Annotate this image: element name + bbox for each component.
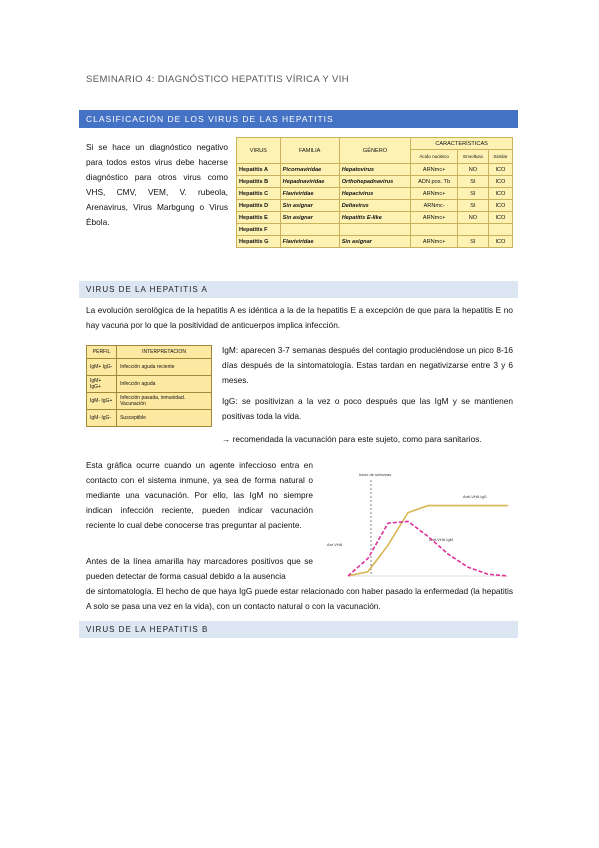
chart-igm-label: Anti-VHA IgM (429, 537, 454, 542)
table-row (87, 376, 212, 393)
page-header: SEMINARIO 4: DIAGNÓSTICO HEPATITIS VÍRICA Y VIH (86, 74, 350, 85)
col-interpretacion: INTERPRETACION (117, 346, 212, 359)
cell-perfil: IgM+ IgG- (87, 359, 117, 376)
table-row (237, 200, 513, 212)
table-row (237, 164, 513, 176)
table-row (87, 393, 212, 410)
cell-familia: Sin asignar (280, 212, 339, 224)
cell-similar: ICO (488, 212, 512, 224)
subcol-acido: Ácido nucleico (411, 150, 458, 164)
cell-acido: ARNmc+ (411, 188, 458, 200)
cell-envoltura: SI (457, 188, 488, 200)
cell-similar: ICO (488, 236, 512, 248)
cell-similar (488, 224, 512, 236)
cell-acido: ARNmc+ (411, 236, 458, 248)
virus-classification-table (236, 137, 513, 248)
cell-virus: Hepatitis B (237, 176, 281, 188)
cell-genero: Hepatovirus (339, 164, 411, 176)
table-row (237, 212, 513, 224)
chart-inicio-label: Inicio de síntomas (359, 472, 392, 477)
cell-genero: Hepacivirus (339, 188, 411, 200)
series-line-igg (348, 506, 508, 576)
amarilla-paragraph: Antes de la línea amarilla hay marcadores positivos que se pueden detectar de forma casual debido a la ausencia (86, 556, 313, 581)
cell-acido: ADN pos. Tb (411, 176, 458, 188)
cell-genero: Orthohepadnavirus (339, 176, 411, 188)
cell-similar: ICO (488, 176, 512, 188)
grafica-paragraph: Esta gráfica ocurre cuando un agente infeccioso entra en contacto con el sistema inmune, ya sea de forma natural o mediante una vacunación. Por ello, las IgM no siempre indican infección reciente, pueden indicar vacunación reciente lo cual debe conocerse tras preguntar al paciente. (86, 460, 313, 530)
col-virus: VIRUS (237, 138, 281, 164)
cell-familia: Flaviviridae (280, 236, 339, 248)
cell-virus: Hepatitis D (237, 200, 281, 212)
igg-paragraph: IgG: se positivizan a la vez o poco después que las IgM y se mantienen positivas toda la vida. (222, 396, 513, 421)
cell-acido: ARNmc+ (411, 212, 458, 224)
cell-interpretacion: Susceptible (117, 410, 212, 427)
table-row (87, 410, 212, 427)
cell-similar: ICO (488, 200, 512, 212)
cell-envoltura: SI (457, 200, 488, 212)
cell-virus: Hepatitis G (237, 236, 281, 248)
cell-envoltura: SI (457, 236, 488, 248)
cell-interpretacion: Infección pasada, inmunidad. Vacunación (117, 393, 212, 410)
cell-acido: ARNmc+ (411, 164, 458, 176)
amarilla-continuation: de sintomatología. El hecho de que haya IgG puede estar relacionado con haber pasado la enfermedad (la hepatitis A solo se pasa una vez en la vida), con un contacto natural o con la vacunación. (86, 586, 513, 611)
col-caracteristicas: CARACTERÍSTICAS (411, 138, 513, 150)
section-title: CLASIFICACIÓN DE LOS VIRUS DE LAS HEPATITIS (86, 114, 334, 124)
vacuna-paragraph: → recomendada la vacunación para este sujeto, como para sanitarios. (222, 434, 482, 444)
igm-paragraph: IgM: aparecen 3-7 semanas después del contagio produciéndose un pico 8-16 días después de la sintomatología. Estas tardan en negativizarse entre 3 y 6 meses. (222, 345, 513, 385)
cell-envoltura: NO (457, 164, 488, 176)
hep-a-intro-paragraph: La evolución serológica de la hepatitis A es idéntica a la de la hepatitis E a excepción de que para la hepatitis E no hay vacuna por lo que la positividad de anticuerpos implica infección. (86, 305, 513, 330)
cell-perfil: IgM- IgG- (87, 410, 117, 427)
cell-envoltura: SI (457, 176, 488, 188)
section-title: VIRUS DE LA HEPATITIS B (86, 625, 209, 634)
cell-interpretacion: Infección aguda reciente (117, 359, 212, 376)
cell-familia: Flaviviridae (280, 188, 339, 200)
subcol-similar: Similar (488, 150, 512, 164)
cell-perfil: IgM- IgG+ (87, 393, 117, 410)
table-row (87, 359, 212, 376)
table-row (237, 176, 513, 188)
cell-genero (339, 224, 411, 236)
cell-genero: Hepatitis E-like (339, 212, 411, 224)
series-line-igm (348, 521, 508, 576)
cell-perfil: IgM+ IgG+ (87, 376, 117, 393)
cell-familia: Picornaviridae (280, 164, 339, 176)
perfil-table (86, 345, 212, 427)
col-perfil: PERFIL (87, 346, 117, 359)
cell-genero: Sin asignar (339, 236, 411, 248)
col-genero: GÉNERO (339, 138, 411, 164)
cell-virus: Hepatitis F (237, 224, 281, 236)
section-bar-hepatitis-a (79, 281, 518, 298)
section-bar-hepatitis-b (79, 621, 518, 638)
subcol-envoltura: Envoltura (457, 150, 488, 164)
cell-familia (280, 224, 339, 236)
chart-virus-label: Ant VHA (327, 542, 343, 547)
cell-familia: Sin asignar (280, 200, 339, 212)
cell-genero: Deltavirus (339, 200, 411, 212)
cell-acido: ARNmc- (411, 200, 458, 212)
cell-interpretacion: Infección aguda (117, 376, 212, 393)
col-familia: FAMILIA (280, 138, 339, 164)
cell-acido (411, 224, 458, 236)
chart-igg-label: Anti-VHA IgG (463, 494, 487, 499)
cell-similar: ICO (488, 164, 512, 176)
table-row (237, 188, 513, 200)
serology-chart (323, 458, 513, 580)
section-bar-clasificacion (79, 110, 518, 128)
cell-familia: Hepadnaviridae (280, 176, 339, 188)
cell-envoltura: NO (457, 212, 488, 224)
cell-virus: Hepatitis C (237, 188, 281, 200)
table-row (237, 224, 513, 236)
section-title: VIRUS DE LA HEPATITIS A (86, 285, 208, 294)
cell-virus: Hepatitis E (237, 212, 281, 224)
intro-paragraph: Si se hace un diagnóstico negativo para todos estos virus debe hacerse diagnóstico para otros virus como VHS, CMV, VEM, V. rubeola, Arenavirus, Virus Marbgung o Virus Ébola. (86, 142, 228, 227)
table-row (237, 236, 513, 248)
cell-virus: Hepatitis A (237, 164, 281, 176)
cell-envoltura (457, 224, 488, 236)
cell-similar: ICO (488, 188, 512, 200)
